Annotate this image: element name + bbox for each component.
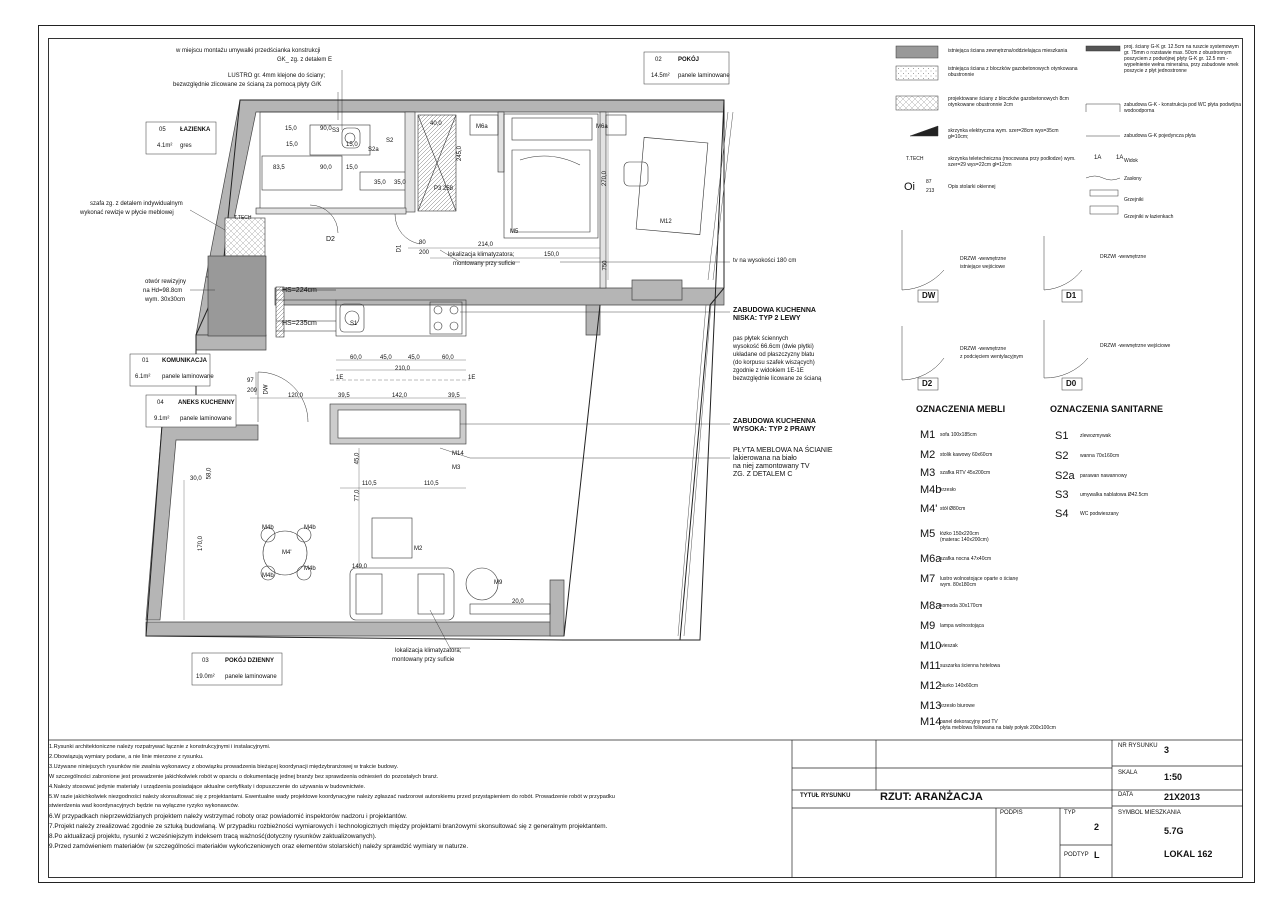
bedroom-furniture bbox=[470, 114, 708, 238]
sanitary-code-5: S4 bbox=[1055, 508, 1069, 520]
dimension-text: 750 bbox=[602, 260, 609, 271]
dimension-text: 142,0 bbox=[392, 393, 408, 399]
label-s2a: S2a bbox=[368, 147, 379, 153]
room-tag-bathroom-num: 05 bbox=[159, 127, 166, 133]
room-tag-living-num: 03 bbox=[202, 658, 209, 664]
door-legend-dw-desc: DRZWI -wewnętrzne bbox=[960, 256, 1007, 262]
label-m4b-4: M4b bbox=[304, 566, 316, 572]
door-legend-graphics bbox=[902, 230, 1088, 390]
dimension-text: 83,5 bbox=[273, 165, 285, 171]
note-line: 5.W razie jakichkolwiek niezgodności należy skonsultować się z projektantami. Ewentualne wady projektowe koordynacyjne należy zgłaszać nadzorowi autorskiemu przed przystąpieniem do robót. Prowadzenie robót w przypadku bbox=[49, 793, 615, 800]
dimension-text: 15,0 bbox=[285, 126, 297, 132]
door-legend-d2-desc2: z podcięciem wentylacyjnym bbox=[960, 354, 1024, 360]
furniture-code-1: M1 bbox=[920, 429, 936, 441]
furniture-code-5: M4' bbox=[920, 503, 938, 515]
dimension-text: 210,0 bbox=[395, 366, 411, 372]
furniture-code-13: M12 bbox=[920, 680, 942, 692]
door-d1-width: 80 bbox=[419, 240, 426, 246]
sanitary-desc-4: umywalka nablatowa Ø42.5cm bbox=[1080, 492, 1149, 498]
sanitary-code-1: S1 bbox=[1055, 430, 1069, 442]
door-legend-d2-code: D2 bbox=[922, 379, 933, 388]
dimension-text: 77,0 bbox=[354, 489, 361, 502]
dimension-text: 45,0 bbox=[380, 355, 392, 361]
dimension-text: 39,5 bbox=[338, 393, 350, 399]
dimension-text: 15,0 bbox=[286, 142, 298, 148]
label-m4b-2: M4b bbox=[304, 525, 316, 531]
room-tag-bathroom-name: ŁAZIENKA bbox=[180, 127, 211, 133]
annotation-montaz-detail: GK_ zg. z detalem E bbox=[277, 57, 333, 63]
legend-window: Opis stolarki okiennej bbox=[948, 184, 996, 190]
signature-label: PODPIS bbox=[1000, 810, 1023, 816]
furniture-desc-9: komoda 30x170cm bbox=[940, 603, 983, 609]
dimension-text: 90,0 bbox=[320, 165, 332, 171]
room-tag-bathroom-floor: gres bbox=[180, 143, 192, 149]
dimension-text: 245,0 bbox=[457, 145, 464, 162]
note-line: 2.Obowiązują wymiary podane, a nie linie mierzone z rysunku. bbox=[49, 753, 204, 760]
furniture-legend-title: OZNACZENIA MEBLI bbox=[916, 404, 1006, 414]
furniture-code-12: M11 bbox=[920, 660, 941, 672]
furniture-desc-13: biurko 140x60cm bbox=[940, 683, 979, 689]
type-label: TYP bbox=[1064, 810, 1076, 816]
annotation-klima-1-detail: montowany przy suficie bbox=[453, 261, 516, 267]
note-line: W szczególności zabronione jest prowadzenie jakichkolwiek robót w oparciu o dokumentację jednej branży bez sprawdzenia odniesień do pozostałych branż. bbox=[49, 773, 439, 780]
room-tag-living-name: POKÓJ DZIENNY bbox=[225, 658, 275, 664]
legend-oi-symbol: Oi bbox=[904, 181, 915, 193]
door-legend-d1-desc: DRZWI -wewnętrzne bbox=[1100, 254, 1147, 260]
furniture-desc-14: krzesło biurowe bbox=[940, 703, 975, 709]
annotation-board-2: lakierowana na biało bbox=[733, 455, 797, 462]
annotation-tiles-5: zgodnie z widokiem 1E-1E bbox=[733, 368, 804, 374]
legend-view: Widok bbox=[1124, 158, 1138, 164]
annotation-otwor-size: wym. 30x30cm bbox=[145, 297, 186, 303]
annotation-otwor: otwór rewizyjny bbox=[145, 279, 187, 285]
annotation-lustro-detail: bezwzględnie zlicowane ze ścianą za pomocą płyty G/K bbox=[173, 82, 322, 88]
annotation-kitchen-low-type: NISKA: TYP 2 LEWY bbox=[733, 315, 801, 322]
room-tag-kitchen-name: ANEKS KUCHENNY bbox=[178, 400, 235, 406]
furniture-code-2: M2 bbox=[920, 449, 936, 461]
room-tag-hall-floor: panele laminowane bbox=[162, 374, 214, 380]
room-tag-bedroom-floor: panele laminowane bbox=[678, 73, 730, 79]
dimension-text: 120,0 bbox=[288, 393, 304, 399]
room-tag-kitchen-num: 04 bbox=[157, 400, 164, 406]
annotation-kitchen-low: ZABUDOWA KUCHENNA bbox=[733, 307, 816, 314]
legend-bath-radiator: Grzejniki w łazienkach bbox=[1124, 214, 1174, 220]
label-m6a-2: M6a bbox=[596, 124, 608, 130]
sanitary-desc-3: parawan nawannowy bbox=[1080, 473, 1127, 479]
room-tag-bedroom-area: 14.5m² bbox=[651, 73, 670, 79]
annotation-klima-2: lokalizacja klimatyzatora; bbox=[395, 648, 462, 654]
bathroom-layout bbox=[225, 112, 456, 256]
drawing-number-label: NR RYSUNKU bbox=[1118, 743, 1158, 749]
room-tag-kitchen-area: 9.1m² bbox=[154, 416, 170, 422]
kitchen-layout bbox=[276, 287, 466, 444]
door-d1-label: D1 bbox=[396, 244, 403, 253]
annotation-montaz: w miejscu montażu umywalki przedścianka konstrukcji bbox=[176, 48, 321, 54]
furniture-code-11: M10 bbox=[920, 640, 942, 652]
annotation-tiles-2: wysokość 66.6cm (dwie płytki) bbox=[733, 344, 814, 350]
door-legend-dw-code: DW bbox=[922, 291, 936, 300]
sanitary-desc-5: WC podwieszany bbox=[1080, 511, 1119, 517]
furniture-code-6: M5 bbox=[920, 528, 936, 540]
apartment-symbol-label: SYMBOL MIESZKANIA bbox=[1118, 810, 1181, 816]
room-tag-hall-num: 01 bbox=[142, 358, 149, 364]
dimension-text: 35,0 bbox=[374, 180, 386, 186]
dimension-text: 270,0 bbox=[602, 170, 609, 187]
title-label: TYTUŁ RYSUNKU bbox=[800, 793, 851, 799]
date-value: 21X2013 bbox=[1164, 792, 1201, 802]
room-tag-living-area: 19.0m² bbox=[196, 674, 215, 680]
label-m4b-3: M4b bbox=[262, 573, 274, 579]
label-s2: S2 bbox=[386, 138, 394, 144]
height-mark-235: HS=235cm bbox=[282, 320, 317, 327]
legend-new-wall: projektowane ściany z bloczków gazobetonowych 8cm otynkowane obustronnie 2cm bbox=[948, 96, 1069, 108]
annotation-klima-2-detail: montowany przy suficie bbox=[392, 657, 455, 663]
furniture-desc-6: łóżko 150x220cm bbox=[940, 531, 979, 537]
room-tag-hall-name: KOMUNIKACJA bbox=[162, 358, 207, 364]
annotation-tiles-6: bezwzględnie licowane ze ścianą bbox=[733, 376, 822, 382]
legend-curtain: Zasłony bbox=[1124, 176, 1142, 182]
dimension-text: 15,0 bbox=[346, 142, 358, 148]
room-tag-bedroom-name: POKÓJ bbox=[678, 57, 700, 63]
dimension-text: 149,0 bbox=[352, 564, 368, 570]
furniture-desc-7: szafka nocna 47x40cm bbox=[940, 556, 992, 562]
scale-label: SKALA bbox=[1118, 770, 1138, 776]
note-line: 9.Przed zamówieniem materiałów (w szczególności materiałów wykończeniowych oraz elementów stolarskich) należy sprawdzić wymiary w naturze. bbox=[49, 843, 469, 851]
annotation-board-3: na niej zamontowany TV bbox=[733, 463, 810, 470]
dimension-text: 35,0 bbox=[394, 180, 406, 186]
view-mark-1e-right: 1E bbox=[468, 375, 476, 381]
furniture-desc-extra-6: (materac 140x200cm) bbox=[940, 537, 989, 543]
furniture-code-7: M6a bbox=[920, 553, 942, 565]
scale-value: 1:50 bbox=[1164, 772, 1183, 782]
label-m12: M12 bbox=[660, 219, 672, 225]
door-legend-d0-desc: DRZWI -wewnętrzne wejściowe bbox=[1100, 343, 1171, 349]
legend-view-mark-1: 1A bbox=[1094, 155, 1102, 161]
apartment-symbol-value: 5.7G bbox=[1164, 826, 1184, 836]
legend-tele-box: skrzynka teletechniczna (mocowana przy podłodze) wym. szer=29 wys=22cm gł=12cm bbox=[948, 156, 1076, 168]
furniture-desc-3: szafka RTV 45x200cm bbox=[940, 470, 991, 476]
room-tag-bathroom-area: 4.1m² bbox=[157, 143, 173, 149]
dimension-text: 90,0 bbox=[320, 126, 332, 132]
door-legend-d0-code: D0 bbox=[1066, 379, 1077, 388]
dimension-text: 58,0 bbox=[206, 467, 213, 480]
furniture-desc-4: krzesło bbox=[940, 487, 956, 493]
label-m5: M5 bbox=[510, 229, 519, 235]
subtype-value: L bbox=[1094, 850, 1100, 860]
room-tag-kitchen-floor: panele laminowane bbox=[180, 416, 232, 422]
furniture-desc-8: lustro wolnostojące oparte o ścianę bbox=[940, 576, 1019, 582]
furniture-code-9: M8a bbox=[920, 600, 942, 612]
dimension-text: 60,0 bbox=[442, 355, 454, 361]
dimension-text: 39,5 bbox=[448, 393, 460, 399]
legend-radiator: Grzejniki bbox=[1124, 197, 1144, 203]
view-mark-1e-left: 1E bbox=[336, 375, 344, 381]
annotation-tiles-1: pas płytek ściennych bbox=[733, 336, 789, 342]
subtype-label: PODTYP bbox=[1064, 852, 1089, 858]
note-line: stwierdzenia wad koordynacyjnych będzie na wyłączne ryzyko wykonawców. bbox=[49, 803, 239, 810]
dimension-text: 110,5 bbox=[362, 481, 377, 487]
drawing-title: RZUT: ARANŻACJA bbox=[880, 791, 983, 803]
note-line: 6.W przypadkach nieprzewidzianych projektem należy wstrzymać roboty oraz powiadomić inspektorów nadzoru i projektantów. bbox=[49, 813, 408, 821]
dimension-text: 150,0 bbox=[544, 252, 560, 258]
dimension-text: 214,0 bbox=[478, 242, 494, 248]
sanitary-code-2: S2 bbox=[1055, 450, 1069, 462]
general-notes bbox=[49, 743, 789, 852]
unit-number: LOKAL 162 bbox=[1164, 849, 1213, 859]
furniture-code-4: M4b bbox=[920, 484, 942, 496]
furniture-desc-extra-15: płyta meblowa foliowana na biały połysk 200x100cm bbox=[940, 725, 1056, 731]
annotation-tiles-3: układane od płaszczyzny blatu bbox=[733, 352, 815, 358]
door-legend-d2-desc: DRZWI -wewnętrzne bbox=[960, 346, 1007, 352]
room-tag-hall-area: 6.1m² bbox=[135, 374, 151, 380]
annotation-szafa-detail: wykonać rewizje w płycie meblowej bbox=[80, 210, 174, 216]
dimension-text: 15,0 bbox=[346, 165, 358, 171]
legend-electric-box: skrzynka elektryczna wym. szer=28cm wys=35cm gł=10cm; bbox=[948, 128, 1059, 140]
legend-exterior-wall: istniejąca ściana zewnętrzna/oddzielająca mieszkania bbox=[948, 48, 1068, 54]
note-line: 8.Po aktualizacji projektu, rysunki z wcześniejszym indeksem tracą ważność(dotyczny rysunków zaktualizowanych). bbox=[49, 833, 377, 841]
note-line: 7.Projekt należy zrealizować zgodnie ze sztuką budowlaną. W przypadku rozbieżności wymiarowych i technologicznych między projektami branżowymi skonsultować się z generalnym projektantem. bbox=[49, 823, 608, 831]
dimension-text: 60,0 bbox=[350, 355, 362, 361]
label-m6a-1: M6a bbox=[476, 124, 488, 130]
label-m3: M3 bbox=[452, 465, 461, 471]
legend-gk-wall: proj. ściany G-K gr. 12.5cm na ruszcie systemowym gr. 75mm o rozstawie max. 50cm z obustronnym poszyciem z podwójnej płyty G-K gr. 12.5 mm - wypełnienie wełna mineralna, przy zabudowie wnek poszycie z płyt jednostronne bbox=[1124, 44, 1239, 74]
door-dw-width: 97 bbox=[247, 378, 254, 384]
dimension-text: 40,0 bbox=[430, 121, 442, 127]
dimension-text: 110,5 bbox=[424, 481, 439, 487]
furniture-desc-extra-8: wym. 80x180cm bbox=[940, 582, 977, 588]
height-mark-224: HS=224cm bbox=[282, 287, 317, 294]
legend-view-mark-2: 1A bbox=[1116, 155, 1124, 161]
furniture-code-15: M14 bbox=[920, 716, 942, 728]
note-line: 4.Należy stosować jedynie materiały i urządzenia posiadające aktualne certyfikaty i dopuszczenie do używania w budownictwie. bbox=[49, 783, 366, 790]
dimension-text: 45,0 bbox=[354, 452, 361, 465]
annotation-board-4: ZG. Z DETALEM C bbox=[733, 471, 793, 478]
furniture-code-3: M3 bbox=[920, 467, 936, 479]
legend-gk-single: zabudowa G-K pojedyncza płyta bbox=[1124, 133, 1196, 139]
legend-block-wall: istniejąca ściana z bloczków gazobetonowych otynkowana obustronnie bbox=[948, 66, 1078, 78]
type-value: 2 bbox=[1094, 822, 1100, 832]
door-dw-height: 209 bbox=[247, 388, 258, 394]
label-m14: M14 bbox=[452, 451, 464, 457]
furniture-code-14: M13 bbox=[920, 700, 942, 712]
door-legend-dw-desc2: istniejące wejściowe bbox=[960, 264, 1006, 270]
label-s3: S3 bbox=[332, 128, 340, 134]
annotation-tiles-4: (do korpusu szafek wiszących) bbox=[733, 360, 815, 366]
dimension-text: 45,0 bbox=[408, 355, 420, 361]
furniture-code-10: M9 bbox=[920, 620, 936, 632]
label-m4: M4' bbox=[282, 550, 292, 556]
furniture-code-8: M7 bbox=[920, 573, 936, 585]
furniture-desc-11: wieszak bbox=[940, 643, 958, 649]
date-label: DATA bbox=[1118, 792, 1134, 798]
legend-oi-width: 87 bbox=[926, 179, 932, 185]
door-d1-height: 200 bbox=[419, 250, 430, 256]
dimension-text: 30,0 bbox=[190, 476, 202, 482]
sanitary-code-3: S2a bbox=[1055, 470, 1075, 482]
furniture-desc-12: suszarka ścienna hotelowa bbox=[940, 663, 1001, 669]
furniture-desc-2: stolik kawowy 60x60cm bbox=[940, 452, 993, 458]
annotation-lustro: LUSTRO gr. 4mm klejone do ściany; bbox=[228, 73, 326, 79]
furniture-desc-10: lampa wolnostojąca bbox=[940, 623, 984, 629]
annotation-szafa: szafa zg. z detalem indywidualnym bbox=[90, 201, 183, 207]
door-legend-d1-code: D1 bbox=[1066, 291, 1077, 300]
door-d2-label: D2 bbox=[326, 236, 335, 243]
annotation-kitchen-high-type: WYSOKA: TYP 2 PRAWY bbox=[733, 426, 816, 433]
sanitary-legend-title: OZNACZENIA SANITARNE bbox=[1050, 404, 1163, 414]
room-tag-living-floor: panele laminowane bbox=[225, 674, 277, 680]
window-frames bbox=[678, 112, 733, 636]
annotation-kitchen-high: ZABUDOWA KUCHENNA bbox=[733, 418, 816, 425]
legend-gk-wc: zabudowa G-K - konstrukcja pod WC płyta podwójna wodoodporna bbox=[1124, 102, 1242, 114]
legend-oi-height: 213 bbox=[926, 188, 935, 194]
furniture-desc-15: panel dekoracyjny pod TV bbox=[940, 719, 998, 725]
sanitary-desc-2: wanna 70x160cm bbox=[1080, 453, 1120, 459]
label-m2: M2 bbox=[414, 546, 423, 552]
legend-tech-symbol: T.TECH bbox=[906, 156, 924, 162]
note-line: 1.Rysunki architektoniczne należy rozpatrywać łącznie z konstrukcyjnymi i instalacyjnymi. bbox=[49, 744, 271, 750]
label-m9: M9 bbox=[494, 580, 503, 586]
sanitary-desc-1: zlewozmywak bbox=[1080, 433, 1111, 439]
tech-box-label: T.TECH bbox=[234, 215, 252, 221]
label-s1-kitchen: S1 bbox=[350, 321, 358, 327]
label-p3: P3 258 bbox=[434, 186, 454, 192]
annotation-board-1: PŁYTA MEBLOWA NA ŚCIANIE bbox=[733, 447, 833, 454]
dimension-text: 170,0 bbox=[198, 535, 205, 552]
door-dw-label: DW bbox=[263, 384, 270, 395]
label-m4b-1: M4b bbox=[262, 525, 274, 531]
annotation-tv: tv na wysokości 180 cm bbox=[733, 258, 797, 264]
room-tag-bedroom-num: 02 bbox=[655, 57, 662, 63]
sanitary-code-4: S3 bbox=[1055, 489, 1069, 501]
furniture-desc-5: stół Ø80cm bbox=[940, 506, 966, 512]
annotation-klima-1: lokalizacja klimatyzatora; bbox=[448, 252, 515, 258]
furniture-desc-1: sofa 100x185cm bbox=[940, 432, 977, 438]
note-line: 3.Używane niniejszych rysunków nie zwalnia wykonawcy z obowiązku prowadzenia bieżącej koordynacji międzybranżowej w trakcie budowy. bbox=[49, 763, 399, 770]
drawing-number-value: 3 bbox=[1164, 745, 1170, 755]
dimension-text: 20,0 bbox=[512, 599, 524, 605]
annotation-otwor-height: na Hd=98.8cm bbox=[143, 288, 183, 294]
